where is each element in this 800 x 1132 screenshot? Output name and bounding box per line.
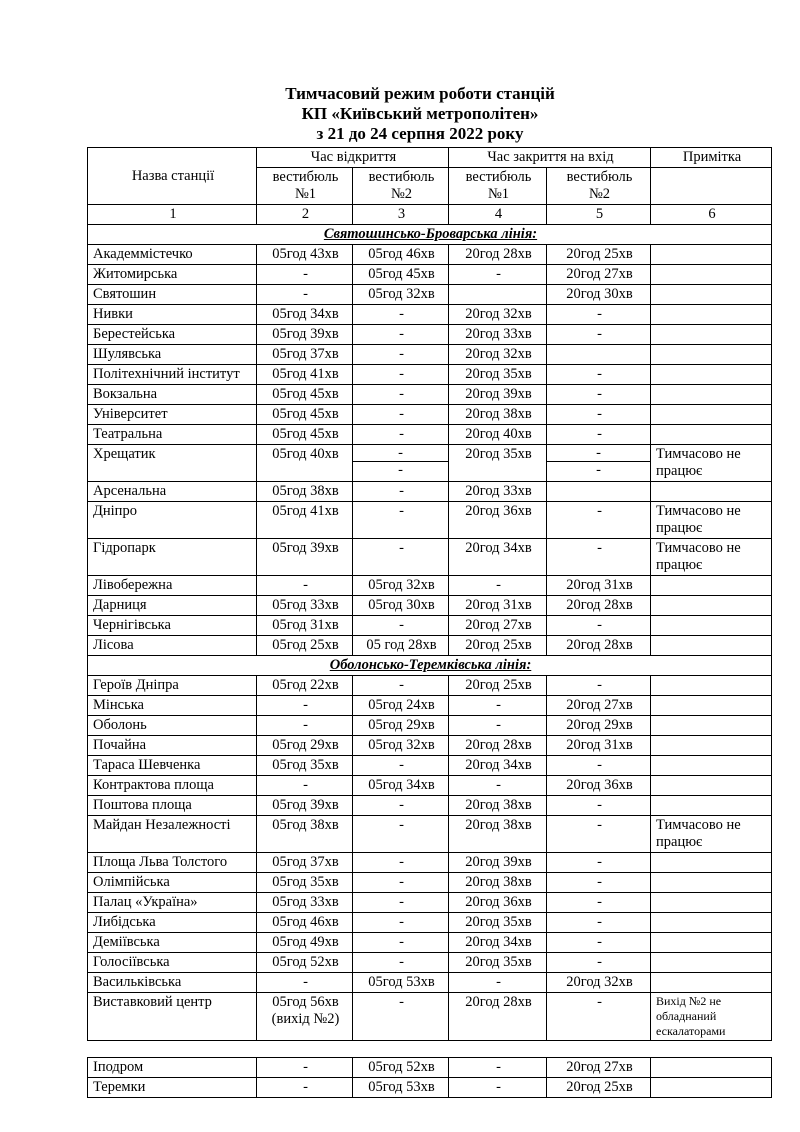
station-row xyxy=(88,756,772,776)
close-vestibule-2: 20год 28хв xyxy=(547,596,651,616)
open-vestibule-2: 05год 32хв xyxy=(353,285,449,305)
station-name: Іподром xyxy=(88,1058,257,1078)
station-note xyxy=(651,365,772,385)
open-vestibule-2: - xyxy=(353,305,449,325)
close-vestibule-1: 20год 36хв xyxy=(449,893,547,913)
close-vestibule-2: 20год 27хв xyxy=(547,1058,651,1078)
station-note xyxy=(651,1078,772,1098)
open-vestibule-1: 05год 25хв xyxy=(257,636,353,656)
open-vestibule-1: 05год 34хв xyxy=(257,305,353,325)
station-row xyxy=(88,816,772,853)
station-row xyxy=(88,736,772,756)
close-vestibule-2: - xyxy=(547,365,651,385)
close-vestibule-1: 20год 36хв xyxy=(449,502,547,539)
column-number: 3 xyxy=(353,205,449,225)
open-vestibule-2: - xyxy=(353,539,449,576)
document-title xyxy=(0,84,800,144)
line-header-row xyxy=(88,225,772,245)
close-vestibule-1: 20год 35хв xyxy=(449,913,547,933)
column-number: 6 xyxy=(651,205,772,225)
station-note xyxy=(651,245,772,265)
close-vestibule-2: - xyxy=(547,953,651,973)
close-vestibule-2: 20год 25хв xyxy=(547,245,651,265)
header-label: №2 xyxy=(390,186,413,202)
station-row xyxy=(88,576,772,596)
header-row-1 xyxy=(88,148,772,168)
station-row xyxy=(88,385,772,405)
close-vestibule-1: 20год 38хв xyxy=(449,796,547,816)
close-vestibule-1 xyxy=(449,285,547,305)
close-vestibule-2 xyxy=(547,482,651,502)
open-vestibule-1: 05год 37хв xyxy=(257,853,353,873)
station-row xyxy=(88,636,772,656)
station-note xyxy=(651,482,772,502)
station-name: Деміївська xyxy=(88,933,257,953)
close-vestibule-1: - xyxy=(449,776,547,796)
close-vestibule-2: - xyxy=(547,385,651,405)
open-vestibule-1: - xyxy=(257,576,353,596)
open-vestibule-2: 05год 53хв xyxy=(353,973,449,993)
open-vestibule-1: 05год 39хв xyxy=(257,539,353,576)
station-row xyxy=(88,973,772,993)
station-name: Васильківська xyxy=(88,973,257,993)
station-note xyxy=(651,596,772,616)
station-note xyxy=(651,873,772,893)
close-vestibule-1: - xyxy=(449,576,547,596)
open-vestibule-1: 05год 46хв xyxy=(257,913,353,933)
close-vestibule-2: 20год 25хв xyxy=(547,1078,651,1098)
header-close-vestibule-1 xyxy=(449,168,547,205)
station-row xyxy=(88,1078,772,1098)
open-vestibule-1: - xyxy=(257,716,353,736)
close-vestibule-1: - xyxy=(449,973,547,993)
station-name: Житомирська xyxy=(88,265,257,285)
station-note xyxy=(651,736,772,756)
header-open-vestibule-1 xyxy=(257,168,353,205)
station-row xyxy=(88,502,772,539)
header-note-blank xyxy=(651,168,772,205)
open-vestibule-1: 05год 45хв xyxy=(257,385,353,405)
close-vestibule-1: 20год 39хв xyxy=(449,853,547,873)
station-note xyxy=(651,285,772,305)
station-row xyxy=(88,776,772,796)
close-vestibule-2: - xyxy=(547,502,651,539)
header-label: вестибюль xyxy=(368,169,435,185)
station-name: Хрещатик xyxy=(88,445,257,482)
open-vestibule-2: - xyxy=(353,405,449,425)
header-label: №1 xyxy=(294,186,317,202)
close-vestibule-2: - xyxy=(547,933,651,953)
station-row xyxy=(88,325,772,345)
open-vestibule-2: 05год 46хв xyxy=(353,245,449,265)
station-row xyxy=(88,933,772,953)
station-note: Тимчасово не працює xyxy=(651,816,772,853)
close-vestibule-2: 20год 27хв xyxy=(547,696,651,716)
close-vestibule-2: - xyxy=(547,325,651,345)
close-vestibule-2: 20год 32хв xyxy=(547,973,651,993)
close-vestibule-1: 20год 34хв xyxy=(449,756,547,776)
close-vestibule-2: - xyxy=(547,816,651,853)
station-row xyxy=(88,716,772,736)
station-name: Політехнічний інститут xyxy=(88,365,257,385)
close-vestibule-1: 20год 35хв xyxy=(449,953,547,973)
station-name: Почайна xyxy=(88,736,257,756)
close-vestibule-2: - xyxy=(547,405,651,425)
station-name: Голосіївська xyxy=(88,953,257,973)
open-vestibule-2: - xyxy=(353,502,449,539)
close-vestibule-2: 20год 36хв xyxy=(547,776,651,796)
station-name: Дніпро xyxy=(88,502,257,539)
close-vestibule-2: 20год 28хв xyxy=(547,636,651,656)
open-vestibule-1: - xyxy=(257,1078,353,1098)
open-vestibule-2: 05год 32хв xyxy=(353,736,449,756)
open-vestibule-2: 05год 34хв xyxy=(353,776,449,796)
open-vestibule-2: - xyxy=(353,616,449,636)
header-opening-time: Час відкриття xyxy=(257,148,449,168)
station-note xyxy=(651,756,772,776)
station-row xyxy=(88,285,772,305)
open-vestibule-2: - xyxy=(353,816,449,853)
close-vestibule-2: - xyxy=(547,993,651,1041)
close-vestibule-2 xyxy=(547,445,651,482)
station-note xyxy=(651,893,772,913)
station-row xyxy=(88,913,772,933)
close-vestibule-2-part: - xyxy=(547,445,650,462)
open-vestibule-1: 05год 45хв xyxy=(257,405,353,425)
station-note xyxy=(651,776,772,796)
close-vestibule-1: - xyxy=(449,716,547,736)
station-row xyxy=(88,873,772,893)
close-vestibule-2: 20год 30хв xyxy=(547,285,651,305)
station-row xyxy=(88,676,772,696)
close-vestibule-2: - xyxy=(547,853,651,873)
station-name: Святошин xyxy=(88,285,257,305)
open-vestibule-2-part: - xyxy=(353,445,448,462)
close-vestibule-1: - xyxy=(449,1078,547,1098)
column-number-row xyxy=(88,205,772,225)
close-vestibule-2: - xyxy=(547,873,651,893)
open-vestibule-2 xyxy=(353,445,449,482)
station-name: Гідропарк xyxy=(88,539,257,576)
close-vestibule-2: - xyxy=(547,425,651,445)
open-vestibule-2: 05год 52хв xyxy=(353,1058,449,1078)
open-vestibule-1: 05год 37хв xyxy=(257,345,353,365)
station-row xyxy=(88,893,772,913)
station-note: Тимчасово не працює xyxy=(651,539,772,576)
column-number: 1 xyxy=(88,205,257,225)
open-vestibule-1: 05год 33хв xyxy=(257,596,353,616)
station-name: Либідська xyxy=(88,913,257,933)
open-vestibule-2: 05год 30хв xyxy=(353,596,449,616)
title-line-1: Тимчасовий режим роботи станцій xyxy=(285,84,555,103)
open-vestibule-1: 05год 35хв xyxy=(257,756,353,776)
station-note xyxy=(651,913,772,933)
open-vestibule-1: - xyxy=(257,973,353,993)
station-row xyxy=(88,482,772,502)
close-vestibule-1: 20год 28хв xyxy=(449,993,547,1041)
station-name: Академмістечко xyxy=(88,245,257,265)
station-note xyxy=(651,345,772,365)
station-note xyxy=(651,933,772,953)
station-row xyxy=(88,539,772,576)
close-vestibule-1: - xyxy=(449,265,547,285)
header-label: вестибюль xyxy=(465,169,532,185)
open-vestibule-1: - xyxy=(257,285,353,305)
station-row xyxy=(88,425,772,445)
station-note xyxy=(651,796,772,816)
station-name: Олімпійська xyxy=(88,873,257,893)
station-row xyxy=(88,993,772,1041)
open-vestibule-2: - xyxy=(353,853,449,873)
column-number: 2 xyxy=(257,205,353,225)
open-vestibule-2: - xyxy=(353,425,449,445)
station-row xyxy=(88,405,772,425)
close-vestibule-1: 20год 40хв xyxy=(449,425,547,445)
close-vestibule-2: - xyxy=(547,539,651,576)
station-row xyxy=(88,345,772,365)
close-vestibule-1: 20год 32хв xyxy=(449,305,547,325)
open-vestibule-2: - xyxy=(353,873,449,893)
close-vestibule-2: - xyxy=(547,893,651,913)
open-vestibule-2: - xyxy=(353,325,449,345)
station-note xyxy=(651,716,772,736)
open-vestibule-1: - xyxy=(257,1058,353,1078)
station-note xyxy=(651,636,772,656)
header-close-vestibule-2 xyxy=(547,168,651,205)
open-vestibule-2: - xyxy=(353,796,449,816)
close-vestibule-2-part: - xyxy=(596,462,601,478)
station-note: Вихід №2 не обладнаний ескалаторами xyxy=(651,993,772,1041)
open-vestibule-2: - xyxy=(353,676,449,696)
close-vestibule-2: - xyxy=(547,616,651,636)
column-number: 5 xyxy=(547,205,651,225)
open-vestibule-1: 05год 49хв xyxy=(257,933,353,953)
open-vestibule-1: 05год 52хв xyxy=(257,953,353,973)
close-vestibule-1: 20год 33хв xyxy=(449,482,547,502)
close-vestibule-1: 20год 33хв xyxy=(449,325,547,345)
close-vestibule-1: 20год 31хв xyxy=(449,596,547,616)
station-note xyxy=(651,425,772,445)
station-row xyxy=(88,245,772,265)
close-vestibule-1: 20год 32хв xyxy=(449,345,547,365)
station-name: Вокзальна xyxy=(88,385,257,405)
open-vestibule-2: - xyxy=(353,365,449,385)
station-row xyxy=(88,445,772,482)
open-vestibule-1: 05год 41хв xyxy=(257,365,353,385)
open-vestibule-1: - xyxy=(257,696,353,716)
open-vestibule-1: 05год 29хв xyxy=(257,736,353,756)
line-header-row xyxy=(88,656,772,676)
station-note xyxy=(651,265,772,285)
station-name: Контрактова площа xyxy=(88,776,257,796)
close-vestibule-1: - xyxy=(449,696,547,716)
close-vestibule-1: 20год 34хв xyxy=(449,539,547,576)
station-name: Лівобережна xyxy=(88,576,257,596)
station-row xyxy=(88,616,772,636)
open-vestibule-2: - xyxy=(353,933,449,953)
close-vestibule-1: 20год 38хв xyxy=(449,873,547,893)
station-name: Оболонь xyxy=(88,716,257,736)
open-vestibule-1: 05год 22хв xyxy=(257,676,353,696)
station-row xyxy=(88,265,772,285)
station-row xyxy=(88,1058,772,1078)
close-vestibule-2: - xyxy=(547,796,651,816)
station-name: Героїв Дніпра xyxy=(88,676,257,696)
station-name: Мінська xyxy=(88,696,257,716)
station-name: Театральна xyxy=(88,425,257,445)
station-note xyxy=(651,616,772,636)
close-vestibule-2: 20год 29хв xyxy=(547,716,651,736)
open-vestibule-2: - xyxy=(353,385,449,405)
open-vestibule-2-part: - xyxy=(398,462,403,478)
title-line-2: КП «Київський метрополітен» xyxy=(301,104,539,123)
close-vestibule-1: 20год 35хв xyxy=(449,365,547,385)
open-vestibule-2: 05год 24хв xyxy=(353,696,449,716)
close-vestibule-1: 20год 27хв xyxy=(449,616,547,636)
close-vestibule-2: 20год 31хв xyxy=(547,736,651,756)
station-row xyxy=(88,696,772,716)
station-name: Берестейська xyxy=(88,325,257,345)
close-vestibule-1: 20год 25хв xyxy=(449,676,547,696)
open-vestibule-2: 05 год 28хв xyxy=(353,636,449,656)
open-vestibule-1: 05год 35хв xyxy=(257,873,353,893)
open-vestibule-2: - xyxy=(353,953,449,973)
close-vestibule-2: - xyxy=(547,305,651,325)
station-name: Теремки xyxy=(88,1078,257,1098)
close-vestibule-2: - xyxy=(547,756,651,776)
station-note xyxy=(651,305,772,325)
schedule-table xyxy=(87,147,772,1041)
station-row xyxy=(88,305,772,325)
close-vestibule-1: 20год 28хв xyxy=(449,245,547,265)
open-vestibule-2: - xyxy=(353,756,449,776)
open-vestibule-1: 05год 45хв xyxy=(257,425,353,445)
station-note xyxy=(651,576,772,596)
header-station-name: Назва станції xyxy=(88,148,257,205)
close-vestibule-1: 20год 35хв xyxy=(449,445,547,482)
station-name: Нивки xyxy=(88,305,257,325)
station-note: Тимчасово не працює xyxy=(651,502,772,539)
station-note xyxy=(651,953,772,973)
close-vestibule-2 xyxy=(547,345,651,365)
close-vestibule-2: - xyxy=(547,676,651,696)
close-vestibule-1: 20год 38хв xyxy=(449,405,547,425)
close-vestibule-1: 20год 34хв xyxy=(449,933,547,953)
open-vestibule-1: - xyxy=(257,265,353,285)
station-name: Площа Льва Толстого xyxy=(88,853,257,873)
station-name: Чернігівська xyxy=(88,616,257,636)
close-vestibule-1: 20год 39хв xyxy=(449,385,547,405)
station-name: Шулявська xyxy=(88,345,257,365)
column-number: 4 xyxy=(449,205,547,225)
open-vestibule-2: 05год 45хв xyxy=(353,265,449,285)
station-row xyxy=(88,953,772,973)
open-vestibule-1: 05год 41хв xyxy=(257,502,353,539)
open-vestibule-2: - xyxy=(353,993,449,1041)
station-note: Тимчасово не працює xyxy=(651,445,772,482)
station-name: Лісова xyxy=(88,636,257,656)
station-row xyxy=(88,365,772,385)
station-name: Дарниця xyxy=(88,596,257,616)
station-note xyxy=(651,676,772,696)
open-vestibule-2: 05год 32хв xyxy=(353,576,449,596)
close-vestibule-1: 20год 25хв xyxy=(449,636,547,656)
station-name: Майдан Незалежності xyxy=(88,816,257,853)
station-name: Виставковий центр xyxy=(88,993,257,1041)
station-row xyxy=(88,596,772,616)
open-vestibule-1: 05год 56хв (вихід №2) xyxy=(257,993,353,1041)
station-note xyxy=(651,853,772,873)
open-vestibule-2: - xyxy=(353,913,449,933)
header-open-vestibule-2 xyxy=(353,168,449,205)
open-vestibule-1: 05год 38хв xyxy=(257,482,353,502)
close-vestibule-1: 20год 38хв xyxy=(449,816,547,853)
close-vestibule-2: - xyxy=(547,913,651,933)
open-vestibule-2: - xyxy=(353,482,449,502)
open-vestibule-1: 05год 39хв xyxy=(257,796,353,816)
open-vestibule-1: 05год 39хв xyxy=(257,325,353,345)
open-vestibule-1: - xyxy=(257,776,353,796)
station-note xyxy=(651,405,772,425)
station-name: Поштова площа xyxy=(88,796,257,816)
extra-stations-table xyxy=(87,1057,772,1098)
open-vestibule-1: 05год 43хв xyxy=(257,245,353,265)
station-note xyxy=(651,696,772,716)
station-note xyxy=(651,385,772,405)
header-label: №1 xyxy=(487,186,510,202)
station-name: Палац «Україна» xyxy=(88,893,257,913)
open-vestibule-1: 05год 40хв xyxy=(257,445,353,482)
station-row xyxy=(88,853,772,873)
close-vestibule-2: 20год 27хв xyxy=(547,265,651,285)
station-note xyxy=(651,325,772,345)
close-vestibule-1: - xyxy=(449,1058,547,1078)
station-note xyxy=(651,1058,772,1078)
title-line-3: з 21 до 24 серпня 2022 року xyxy=(316,124,524,143)
open-vestibule-2: - xyxy=(353,345,449,365)
header-closing-time: Час закриття на вхід xyxy=(449,148,651,168)
open-vestibule-1: 05год 33хв xyxy=(257,893,353,913)
close-vestibule-1: 20год 28хв xyxy=(449,736,547,756)
open-vestibule-1: 05год 31хв xyxy=(257,616,353,636)
open-vestibule-2: - xyxy=(353,893,449,913)
station-note xyxy=(651,973,772,993)
station-name: Арсенальна xyxy=(88,482,257,502)
open-vestibule-2: 05год 29хв xyxy=(353,716,449,736)
station-row xyxy=(88,796,772,816)
header-note: Примітка xyxy=(651,148,772,168)
header-label: вестибюль xyxy=(566,169,633,185)
open-vestibule-2: 05год 53хв xyxy=(353,1078,449,1098)
station-name: Університет xyxy=(88,405,257,425)
header-label: вестибюль xyxy=(272,169,339,185)
station-name: Тараса Шевченка xyxy=(88,756,257,776)
header-label: №2 xyxy=(588,186,611,202)
line-name: Оболонсько-Теремківська лінія: xyxy=(88,656,772,676)
open-vestibule-1: 05год 38хв xyxy=(257,816,353,853)
line-name: Святошинсько-Броварська лінія: xyxy=(88,225,772,245)
close-vestibule-2: 20год 31хв xyxy=(547,576,651,596)
